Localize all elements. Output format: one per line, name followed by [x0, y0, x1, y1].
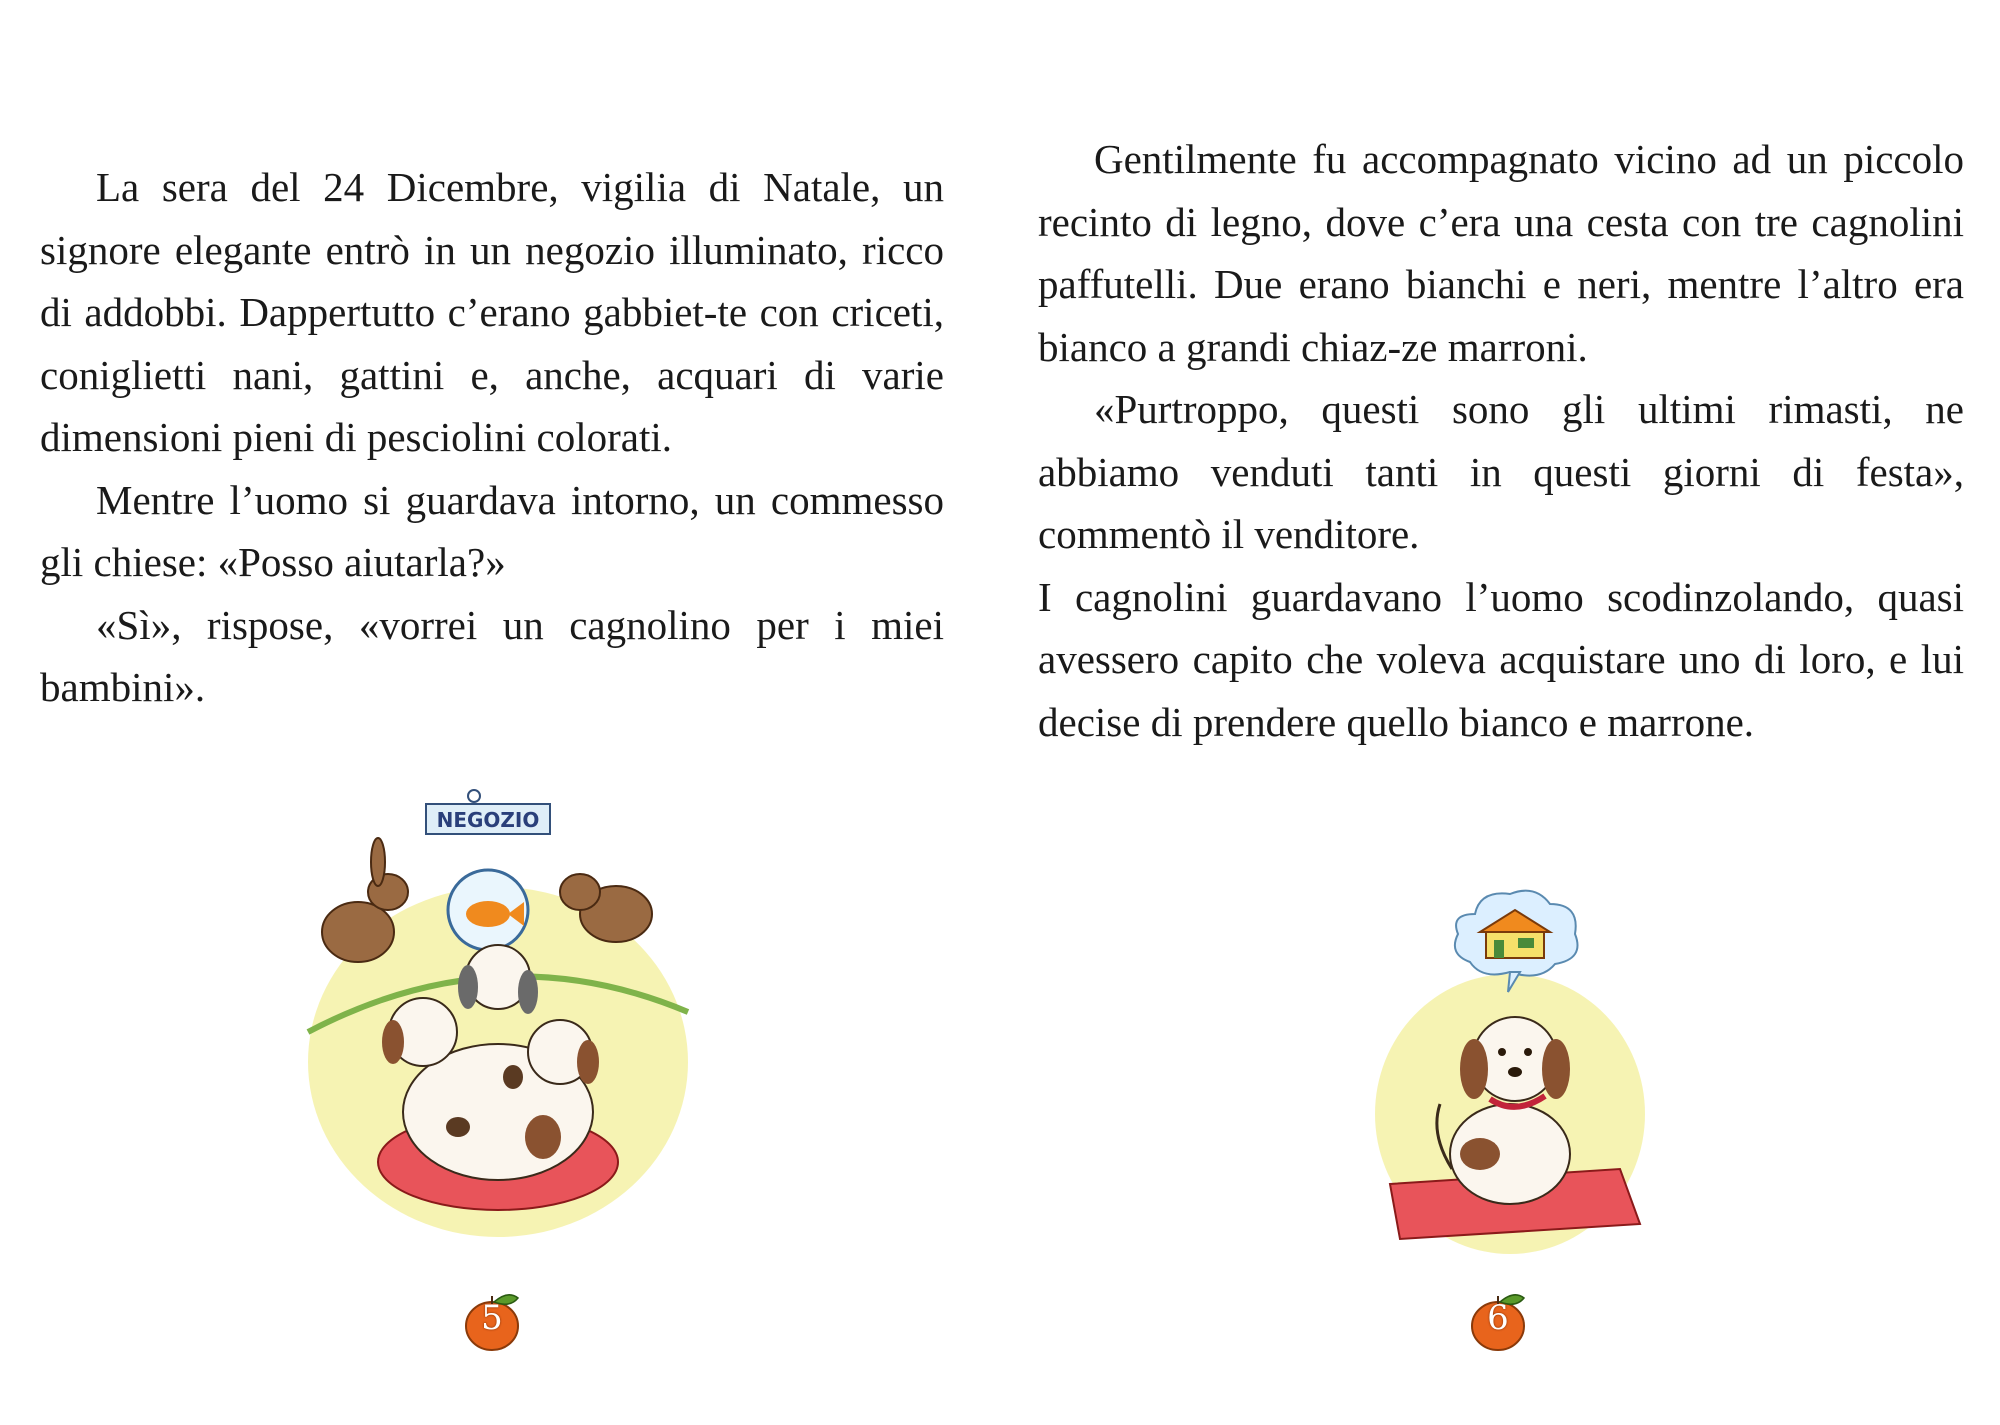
- puppy-dreaming-house-illustration: [1370, 884, 1660, 1254]
- paragraph-5: «Purtroppo, questi sono gli ultimi rimasti, ne abbiamo venduti tanti in questi giorni di festa», commentò il venditore.: [1038, 386, 1964, 557]
- right-page: [1000, 0, 2000, 1425]
- pet-shop-illustration: [298, 782, 698, 1242]
- shop-sign: NEGOZIO: [436, 808, 540, 832]
- paragraph-3: «Sì», rispose, «vorrei un cagnolino per i miei bambini».: [40, 601, 944, 710]
- paragraph-2: Mentre l’uomo si guardava intorno, un commesso gli chiese: «Posso aiutarla?»: [40, 476, 944, 585]
- paragraph-6: I cagnolini guardavano l’uomo scodinzolando, quasi avessero capito che voleva acquistare uno di loro, e lui decise di prendere quello bianco e marrone.: [1038, 573, 1964, 745]
- paragraph-4: Gentilmente fu accompagnato vicino ad un piccolo recinto di legno, dove c’era una cesta con tre cagnolini paffutelli. Due erano bianchi e neri, mentre l’altro era bianco a grandi chiaz-ze marroni.: [1038, 136, 1964, 370]
- page-number-6: [1466, 1288, 1530, 1352]
- paragraph-1: La sera del 24 Dicembre, vigilia di Natale, un signore elegante entrò in un negozio illuminato, ricco di addobbi. Dappertutto c’erano gabbiet-te con criceti, coniglietti nani, gattini e, anche, acquari di varie dimensioni pieni di pesciolini colorati.: [40, 164, 944, 460]
- left-text-block: [40, 156, 944, 719]
- page-number-5: [460, 1288, 524, 1352]
- page-number-label: 6: [1487, 1298, 1509, 1338]
- right-text-block: [1038, 128, 1964, 753]
- page-number-label: 5: [481, 1298, 503, 1338]
